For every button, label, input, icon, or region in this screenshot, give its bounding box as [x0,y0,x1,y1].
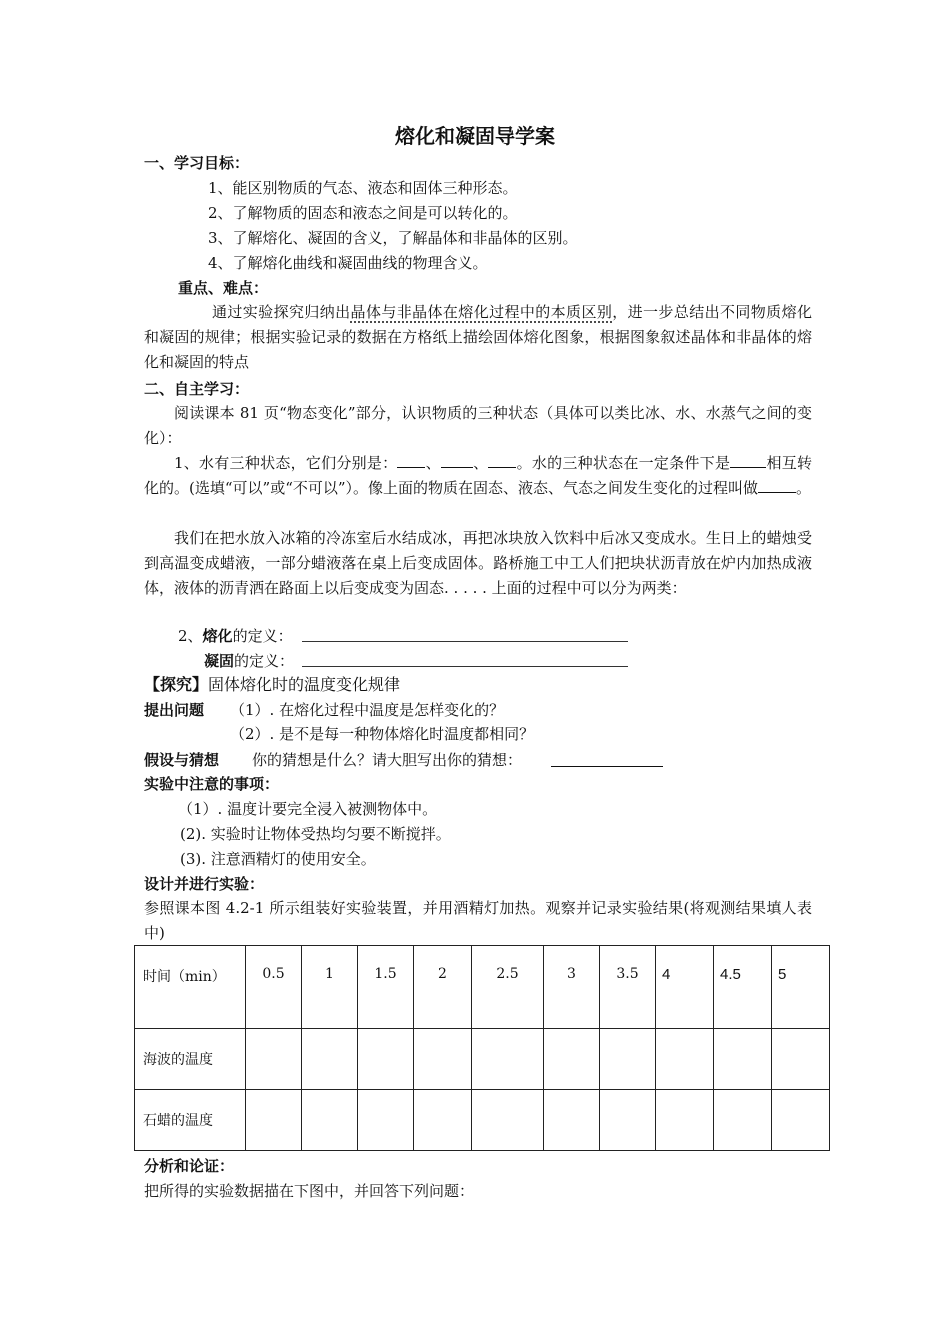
goal-item: 4、了解熔化曲线和凝固曲线的物理含义。 [208,254,488,272]
ask-item: （2）. 是不是每一种物体熔化时温度都相同？ [230,725,535,743]
input-cell[interactable] [358,1029,414,1090]
key-points-text: 通过实验探究归纳出晶体与非晶体在熔化过程中的本质区别，进一步总结出不同物质熔化和凝固的规律；根据实验记录的数据在方格纸上描绘固体熔化图象，根据图象叙述晶体和非晶体的熔化和凝固的特点 [144,303,812,371]
definition-melting: 2、熔化的定义： [178,627,293,645]
dotted-emphasis: 晶体与非晶体在熔化过程中的本质区别 [350,303,613,321]
row-label: 海波的温度 [135,1029,246,1090]
input-cell[interactable] [414,1029,472,1090]
table-header-cell: 时间（min） [135,946,246,1029]
input-cell[interactable] [302,1090,358,1151]
input-cell[interactable] [472,1090,544,1151]
goal-item: 3、了解熔化、凝固的含义，了解晶体和非晶体的区别。 [208,229,578,247]
note-item: (2). 实验时让物体受热均匀要不断搅拌。 [180,825,451,843]
table-row [135,1090,830,1151]
solidification-answer-line[interactable] [302,666,628,667]
guess-heading: 假设与猜想 [144,751,220,769]
time-cell: 4 [656,946,714,1029]
input-cell[interactable] [656,1029,714,1090]
goal-item: 2、了解物质的固态和液态之间是可以转化的。 [208,204,518,222]
key-points-heading: 重点、难点： [178,279,269,297]
time-cell: 3.5 [600,946,656,1029]
data-table [134,945,830,1151]
input-cell[interactable] [472,1029,544,1090]
row-label: 石蜡的温度 [135,1090,246,1151]
section-learning-goals: 一、学习目标： [144,154,250,172]
time-cell: 2.5 [472,946,544,1029]
input-cell[interactable] [600,1029,656,1090]
ask-heading: 提出问题 [144,701,205,719]
note-item: （1）. 温度计要完全浸入被测物体中。 [178,800,438,818]
goal-item: 1、能区别物质的气态、液态和固体三种形态。 [208,179,518,197]
design-heading: 设计并进行实验： [144,875,265,893]
guess-text: 你的猜想是什么？请大胆写出你的猜想： [252,751,523,769]
input-cell[interactable] [414,1090,472,1151]
blank-4[interactable] [730,451,766,468]
page-title: 熔化和凝固导学案 [395,124,555,148]
blank-2[interactable] [441,451,473,468]
blank-5[interactable] [758,476,796,493]
input-cell[interactable] [714,1090,772,1151]
definition-solidification: 凝固的定义： [204,652,295,670]
melting-answer-line[interactable] [302,641,628,642]
analysis-heading: 分析和论证： [144,1157,235,1175]
time-cell: 0.5 [246,946,302,1029]
input-cell[interactable] [714,1029,772,1090]
input-cell[interactable] [358,1090,414,1151]
section-self-study: 二、自主学习： [144,380,250,398]
table-row [135,1029,830,1090]
design-text: 参照课本图 4.2-1 所示组装好实验装置，并用酒精灯加热。观察并记录实验结果(将观测结果填人表中) [144,899,812,942]
notes-heading: 实验中注意的事项： [144,775,280,793]
input-cell[interactable] [772,1029,830,1090]
time-cell: 2 [414,946,472,1029]
note-item: (3). 注意酒精灯的使用安全。 [180,850,376,868]
input-cell[interactable] [544,1090,600,1151]
time-cell: 3 [544,946,600,1029]
examples-paragraph: 我们在把水放入冰箱的冷冻室后水结成冰，再把冰块放入饮料中后冰又变成水。生日上的蜡烛受到高温变成蜡液，一部分蜡液落在桌上后变成固体。路桥施工中工人们把块状沥青放在炉内加热成液体，液体的沥青洒在路面上以后变成变为固态. . . . . 上面的过程中可以分为两类： [144,529,812,597]
ask-item: （1）. 在熔化过程中温度是怎样变化的？ [230,701,505,719]
input-cell[interactable] [772,1090,830,1151]
time-cell: 4.5 [714,946,772,1029]
reading-instruction: 阅读课本 81 页“物态变化”部分，认识物质的三种状态（具体可以类比冰、水、水蒸气之间的变化）： [144,404,812,447]
blank-1[interactable] [397,451,425,468]
input-cell[interactable] [656,1090,714,1151]
input-cell[interactable] [246,1090,302,1151]
blank-3[interactable] [488,451,516,468]
input-cell[interactable] [302,1029,358,1090]
question-1: 1、水有三种状态，它们分别是： 、 、 。水的三种状态在一定条件下是 相互转化的。(选填“可以”或“不可以”）。像上面的物质在固态、液态、气态之间发生变化的过程叫做 。 [144,451,812,501]
guess-answer-line[interactable] [551,766,663,767]
time-cell: 5 [772,946,830,1029]
explore-heading: 【探究】固体熔化时的温度变化规律 [144,675,401,694]
time-cell: 1.5 [358,946,414,1029]
input-cell[interactable] [246,1029,302,1090]
table-row [135,946,830,1029]
time-cell: 1 [302,946,358,1029]
analysis-text: 把所得的实验数据描在下图中，并回答下列问题： [144,1182,475,1200]
input-cell[interactable] [544,1029,600,1090]
input-cell[interactable] [600,1090,656,1151]
